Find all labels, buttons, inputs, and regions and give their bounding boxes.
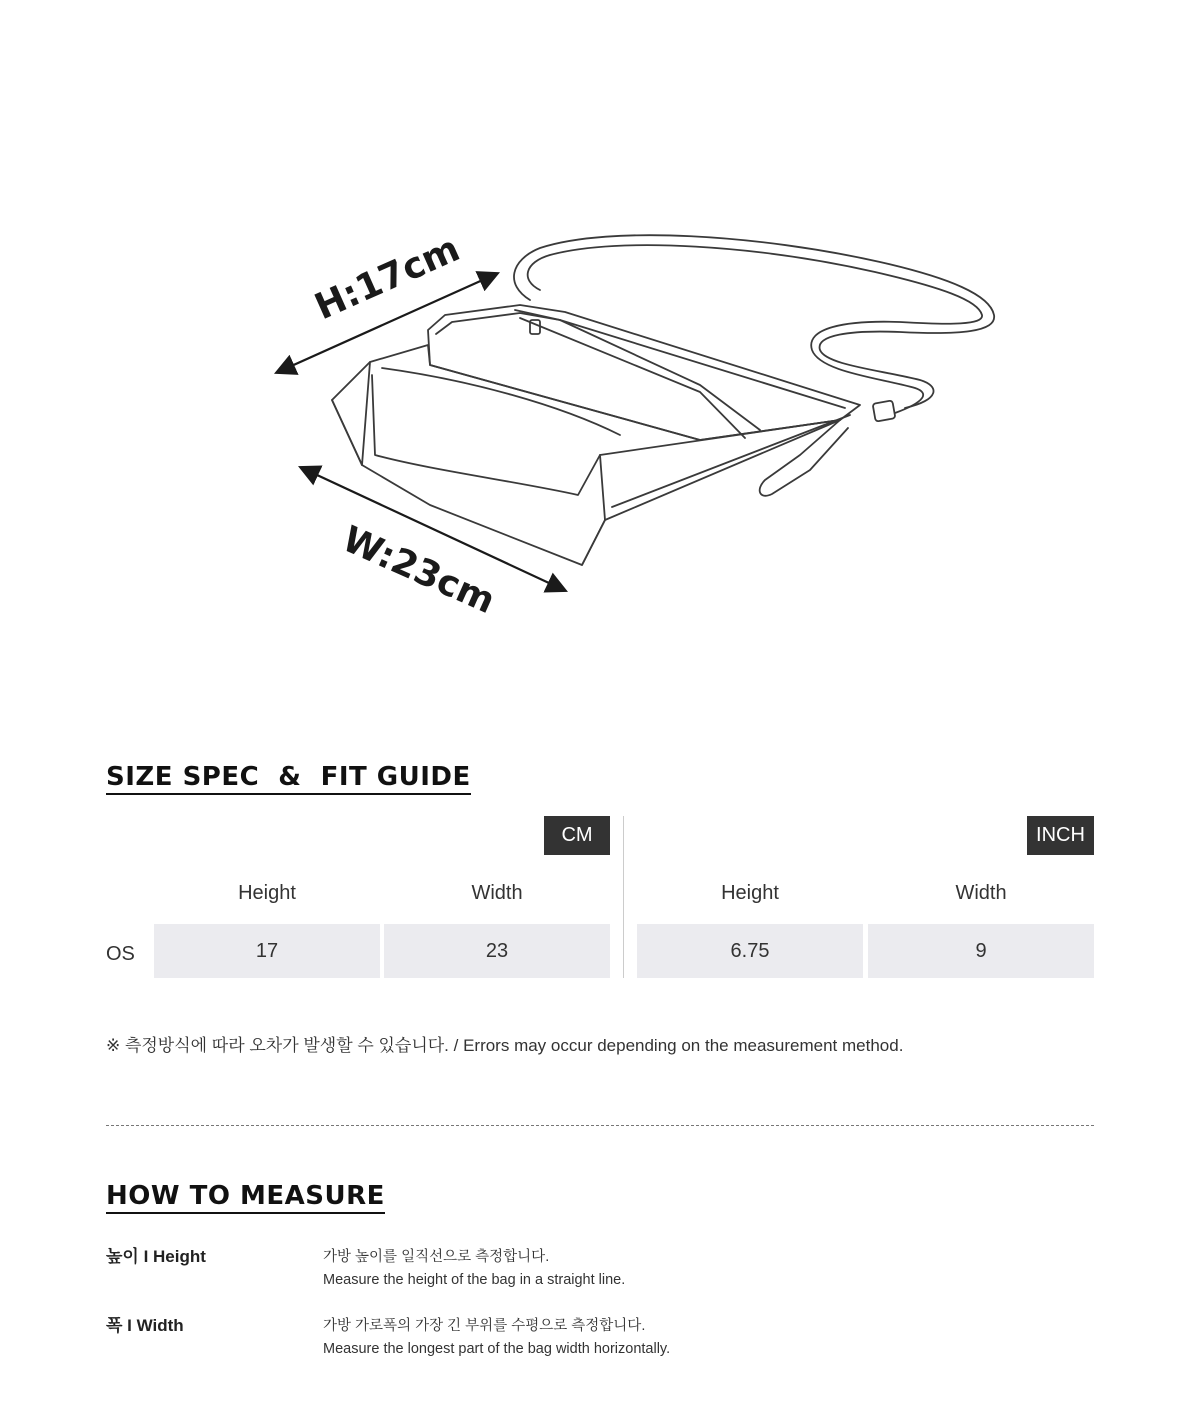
measure-height-desc-ko: 가방 높이를 일직선으로 측정합니다.: [323, 1249, 550, 1265]
cell-inch-width: 9: [868, 924, 1094, 978]
measure-height-description: [323, 1246, 625, 1292]
bag-illustration: [0, 0, 1200, 700]
cell-cm-width: 23: [384, 924, 610, 978]
cell-inch-height: 6.75: [637, 924, 863, 978]
measure-width-desc-ko: 가방 가로폭의 가장 긴 부위를 수평으로 측정합니다.: [323, 1318, 646, 1334]
col-header-inch-height: Height: [721, 882, 779, 904]
unit-badge-inch: INCH: [1027, 816, 1094, 855]
measure-height-desc-en: Measure the height of the bag in a straight line.: [323, 1272, 626, 1288]
bag-drawing-icon: [332, 235, 994, 565]
width-dimension-label: W:23cm: [336, 518, 501, 623]
how-to-measure-title: HOW TO MEASURE: [106, 1181, 385, 1214]
cell-cm-height: 17: [154, 924, 380, 978]
col-header-inch-width: Width: [955, 882, 1007, 904]
measure-height-label: 높이 I Height: [106, 1247, 206, 1266]
row-label-os: OS: [106, 943, 135, 965]
col-header-cm-height: Height: [238, 882, 296, 904]
measure-width-desc-en: Measure the longest part of the bag width horizontally.: [323, 1341, 671, 1357]
col-header-cm-width: Width: [471, 882, 523, 904]
height-dimension-label: H:17cm: [308, 228, 466, 329]
section-divider: [106, 1125, 1094, 1126]
unit-badge-cm: CM: [544, 816, 610, 855]
measure-width-label: 폭 I Width: [106, 1316, 184, 1335]
unit-divider: [623, 816, 624, 978]
measurement-note: ※ 측정방식에 따라 오차가 발생할 수 있습니다. / Errors may occur depending on the measurement method.: [106, 1036, 904, 1055]
size-spec-title: SIZE SPEC & FIT GUIDE: [106, 762, 471, 795]
measure-width-description: [323, 1315, 670, 1361]
